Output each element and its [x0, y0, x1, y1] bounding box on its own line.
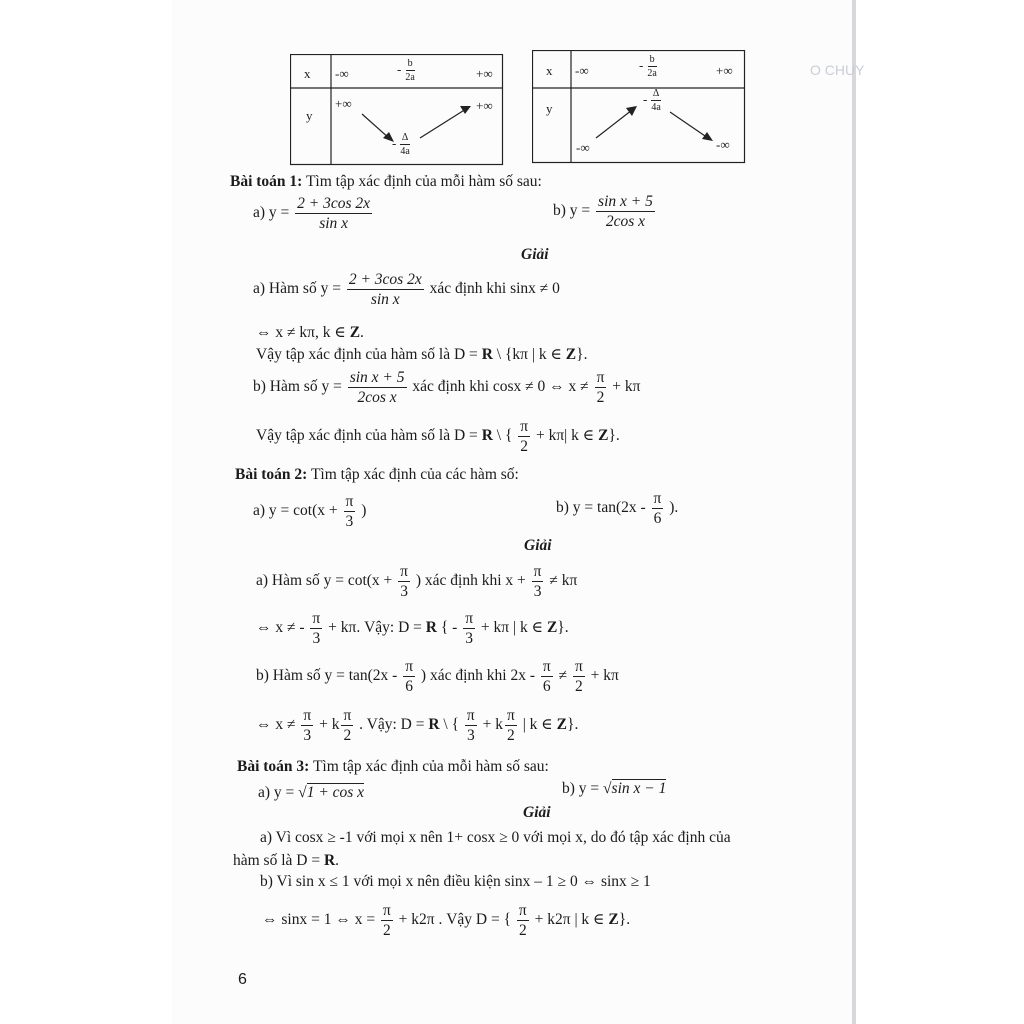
table1-y-label: y	[306, 108, 313, 123]
table2-x-neg-inf: -∞	[575, 63, 589, 78]
table2-x-pos-inf: +∞	[716, 63, 733, 78]
table2-y-label: y	[546, 101, 553, 116]
solution-3a-line2: hàm số là D = R.	[233, 852, 340, 869]
table2-y-max: - $\frac{\Delta}{4a}$	[643, 88, 661, 113]
solution-2a-line1: a) Hàm số y = cot(x + $\frac{\pi}{3}$ ) xác định khi x + $\frac{\pi}{3}$ ≠ kπ	[256, 563, 578, 601]
solution-2b-line2: ⇔ x ≠ $\frac{\pi}{3}$ + k $\frac{\pi}{2}$ . Vậy: D = R \ { $\frac{\pi}{3}$ + k $\frac{\pi}{2}$ | k ∈ Z}.	[256, 707, 579, 745]
solution-3a-line1: a) Vì cosx ≥ -1 với mọi x nên 1+ cosx ≥ 0 với mọi x, do đó tập xác định của	[260, 829, 731, 846]
table2-y-neg-inf-left: -∞	[576, 140, 590, 155]
table1-y-min: - $\frac{\Delta}{4a}$	[392, 132, 410, 157]
increasing-arrow	[420, 109, 466, 138]
problem-2-heading: Bài toán 2: Tìm tập xác định của các hàm số:	[235, 466, 519, 483]
decreasing-arrow	[670, 112, 708, 138]
problem-3b: b) y = √sin x − 1	[562, 780, 667, 797]
page-edge	[852, 0, 856, 1024]
table2-x-vertex: - $\frac{b}{2a}$	[639, 54, 657, 79]
solution-1-title: Giải	[521, 246, 549, 263]
page-number: 6	[238, 971, 247, 988]
increasing-arrow	[596, 110, 632, 138]
table1-y-pos-inf-right: +∞	[476, 98, 493, 113]
solution-3b-line1: b) Vì sin x ≤ 1 với mọi x nên điều kiện sinx – 1 ≥ 0 ⇔ sinx ≥ 1	[260, 873, 651, 890]
problem-2b: b) y = tan(2x - $\frac{\pi}{6}$ ).	[556, 490, 679, 528]
table1-y-pos-inf-left: +∞	[335, 96, 352, 111]
table2-x-label: x	[546, 63, 553, 78]
problem-1a: a) y = $\frac{2 + 3\cos 2x}{\text{sin x}}$	[253, 195, 371, 233]
problem-1b: b) y = $\frac{\text{sin x + 5}}{\text{2cos x}}$	[553, 193, 653, 231]
solution-1a-line1: a) Hàm số y = $\frac{2 + 3\cos 2x}{\text{sin x}}$ xác định khi sinx ≠ 0	[253, 271, 560, 309]
solution-1b-line2: Vậy tập xác định của hàm số là D = R \ { $\frac{\pi}{2}$ + kπ| k ∈ Z}.	[256, 418, 620, 456]
solution-2-title: Giải	[524, 537, 552, 554]
solution-2b-line1: b) Hàm số y = tan(2x - $\frac{\pi}{6}$ ) xác định khi 2x - $\frac{\pi}{6}$ ≠ $\frac{\pi}{2}$ + kπ	[256, 658, 619, 696]
table1-x-label: x	[304, 66, 311, 81]
solution-1a-line2: ⇔ x ≠ kπ, k ∈ Z.	[256, 324, 364, 341]
table2-y-neg-inf-right: -∞	[716, 137, 730, 152]
solution-3-title: Giải	[523, 804, 551, 821]
table1-x-neg-inf: -∞	[335, 66, 349, 81]
show-through-text: Ο CHUY	[810, 62, 865, 78]
solution-3b-line2: ⇔ sinx = 1 ⇔ x = $\frac{\pi}{2}$ + k2π . Vậy D = { $\frac{\pi}{2}$ + k2π | k ∈ Z}.	[262, 902, 631, 940]
table1-x-vertex: - $\frac{b}{2a}$	[397, 58, 415, 83]
solution-1b-line1: b) Hàm số y = $\frac{\text{sin x + 5}}{\text{2cos x}}$ xác định khi cosx ≠ 0 ⇔ x ≠ $\frac{\pi}{2}$ + kπ	[253, 369, 641, 407]
solution-1a-line3: Vậy tập xác định của hàm số là D = R \ {kπ | k ∈ Z}.	[256, 346, 588, 363]
problem-3a: a) y = √1 + cos x	[258, 784, 365, 801]
problem-1-heading: Bài toán 1: Tìm tập xác định của mỗi hàm số sau:	[230, 173, 542, 190]
problem-2a: a) y = cot(x + $\frac{\pi}{3}$ )	[253, 493, 367, 531]
problem-3-heading: Bài toán 3: Tìm tập xác định của mỗi hàm số sau:	[237, 758, 549, 775]
solution-2a-line2: ⇔ x ≠ - $\frac{\pi}{3}$ + kπ. Vậy: D = R { - $\frac{\pi}{3}$ + kπ | k ∈ Z}.	[256, 610, 569, 648]
table1-x-pos-inf: +∞	[476, 66, 493, 81]
